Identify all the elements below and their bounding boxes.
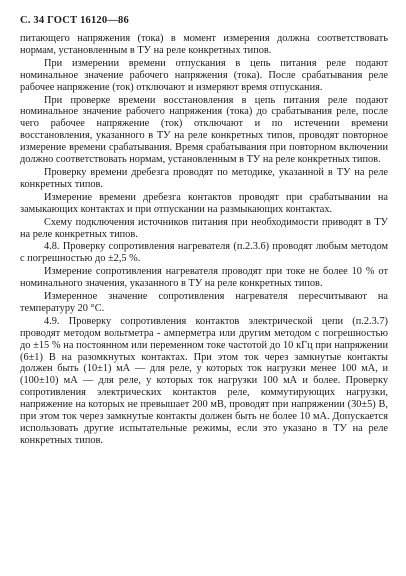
paragraph: При проверке времени восстановления в цепь питания реле подают номинальное значение рабочего напряжения (тока) до срабатывания реле, после чего рабочее напряжение (ток) отключают и по истечении времени восстановления, указанного в ТУ на реле конкретных типов, проводят повторное измерение времени срабатывания. Время срабатывания при повторном включении должно соответствовать нормам, установленным в ТУ на реле конкретных типов. (20, 94, 388, 166)
paragraph: Измерение сопротивления нагревателя проводят при токе не более 10 % от номинального значения, указанного в ТУ на реле конкретных типов. (20, 266, 388, 290)
page-header: С. 34 ГОСТ 16120—86 (20, 15, 129, 26)
paragraph: Схему подключения источников питания при необходимости приводят в ТУ на реле конкретных типов. (20, 216, 388, 240)
paragraph: При измерении времени отпускания в цепь питания реле подают номинальное значение рабочего напряжения (тока). После срабатывания реле рабочее напряжение (ток) отключают и измеряют время отпускания. (20, 57, 388, 93)
document-body (20, 33, 388, 447)
paragraph: Измерение времени дребезга контактов проводят при срабатывании на замыкающих контактах и при отпускании на размыкающих контактах. (20, 191, 388, 215)
paragraph: Проверку времени дребезга проводят по методике, указанной в ТУ на реле конкретных типов. (20, 166, 388, 190)
paragraph: 4.8. Проверку сопротивления нагревателя (п.2.3.6) проводят любым методом с погрешностью до ±2,5 %. (20, 241, 388, 265)
paragraph: 4.9. Проверку сопротивления контактов электрической цепи (п.2.3.7) проводят методом вольтметра - амперметра или другим методом с погрешностью до ±15 % на постоянном или переменном токе частотой до 10 кГц при напряжении (6±1) В на разомкнутых контактах. При этом ток через замкнутые контакты должен быть (10±1) мА — для реле, у которых ток нагрузки менее 100 мА, и (100±10) мА — для реле, у которых ток нагрузки 100 мА и более. Проверку сопротивления электрических контактов реле, коммутирующих нагрузки, напряжение на которых не превышает 200 мВ, проводят при напряжении (30±5) В, при этом ток через замкнутые контакты должен быть не более 10 мА. Допускается использовать другие испытательные режимы, если это указано в ТУ на реле конкретных типов. (20, 315, 388, 446)
paragraph: Измеренное значение сопротивления нагревателя пересчитывают на температуру 20 °С. (20, 291, 388, 314)
paragraph: питающего напряжения (тока) в момент измерения должна соответствовать нормам, установленным в ТУ на реле конкретных типов. (20, 33, 388, 56)
